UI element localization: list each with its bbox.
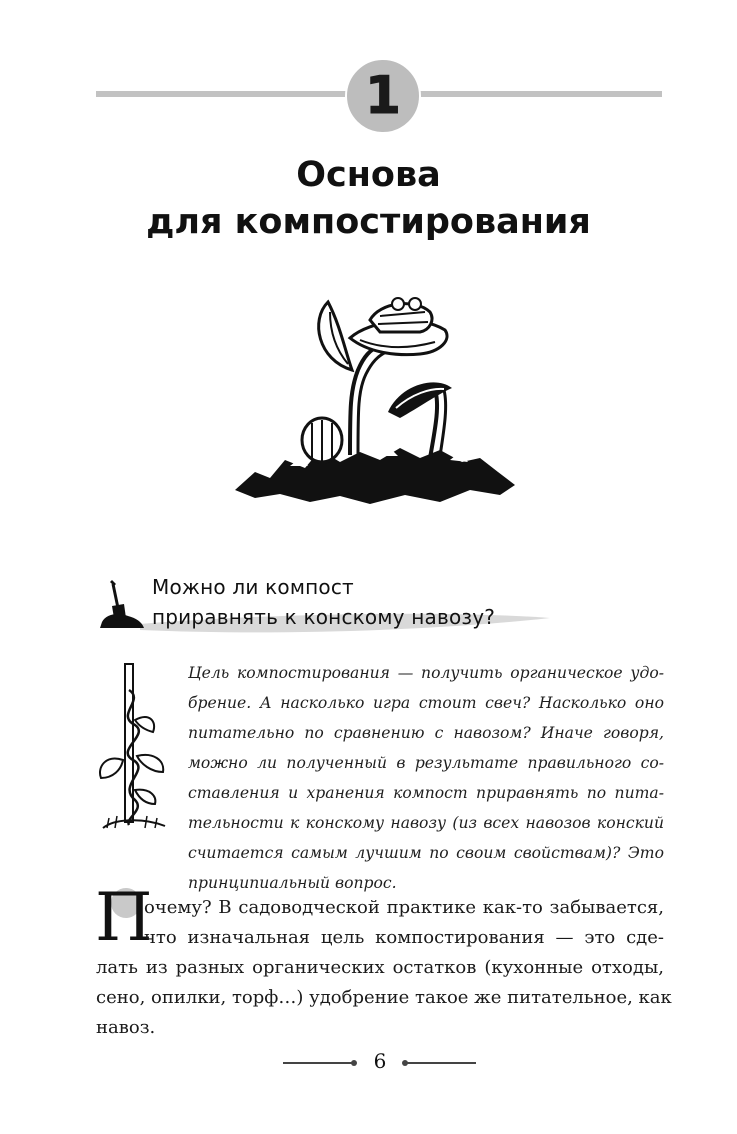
body-line: что изначальная цель компостирования — это сде- xyxy=(144,927,664,948)
drop-cap: П xyxy=(95,879,153,956)
intro-line: питательно по сравнению с навозом? Иначе говоря, xyxy=(188,724,664,742)
intro-line: Цель компостирования — получить органическое удо- xyxy=(188,664,664,682)
intro-line: можно ли полученный в результате правильного со- xyxy=(188,754,664,772)
climbing-vine-illustration xyxy=(95,660,170,835)
intro-line: тельности к конскому навозу (из всех навозов конский xyxy=(188,814,664,832)
footer-rule-left xyxy=(283,1062,353,1064)
chapter-number: 1 xyxy=(364,66,402,126)
body-line: лать из разных органических остатков (кухонные отходы, xyxy=(96,957,664,978)
chapter-number-badge xyxy=(345,58,421,134)
body-line: очему? В садоводческой практике как-то забывается, xyxy=(144,897,664,918)
intro-line: считается самым лучшим по своим свойствам)? Это xyxy=(188,844,664,862)
body-line: навоз. xyxy=(96,1017,156,1038)
footer-rule-right xyxy=(406,1062,476,1064)
intro-line: принципиальный вопрос. xyxy=(188,874,397,892)
page-number: 6 xyxy=(373,1049,387,1073)
body-paragraph xyxy=(96,893,672,1043)
body-line: сено, опилки, торф…) удобрение такое же питательное, как xyxy=(96,987,672,1008)
section-heading-line-1: Можно ли компост xyxy=(152,575,354,599)
intro-paragraph xyxy=(188,658,664,898)
intro-line: ставления и хранения компост приравнять по пита- xyxy=(188,784,664,802)
cartoon-plant-illustration xyxy=(230,290,520,520)
shovel-icon xyxy=(98,578,146,630)
chapter-title-line-1: Основа xyxy=(296,155,441,195)
chapter-title-line-2: для компостирования xyxy=(146,202,591,242)
section-heading-line-2: приравнять к конскому навозу? xyxy=(152,605,496,629)
intro-line: брение. А насколько игра стоит свеч? Насколько оно xyxy=(188,694,664,712)
chapter-title xyxy=(0,152,737,246)
footer-dot-left xyxy=(351,1060,357,1066)
section-heading xyxy=(152,572,495,632)
